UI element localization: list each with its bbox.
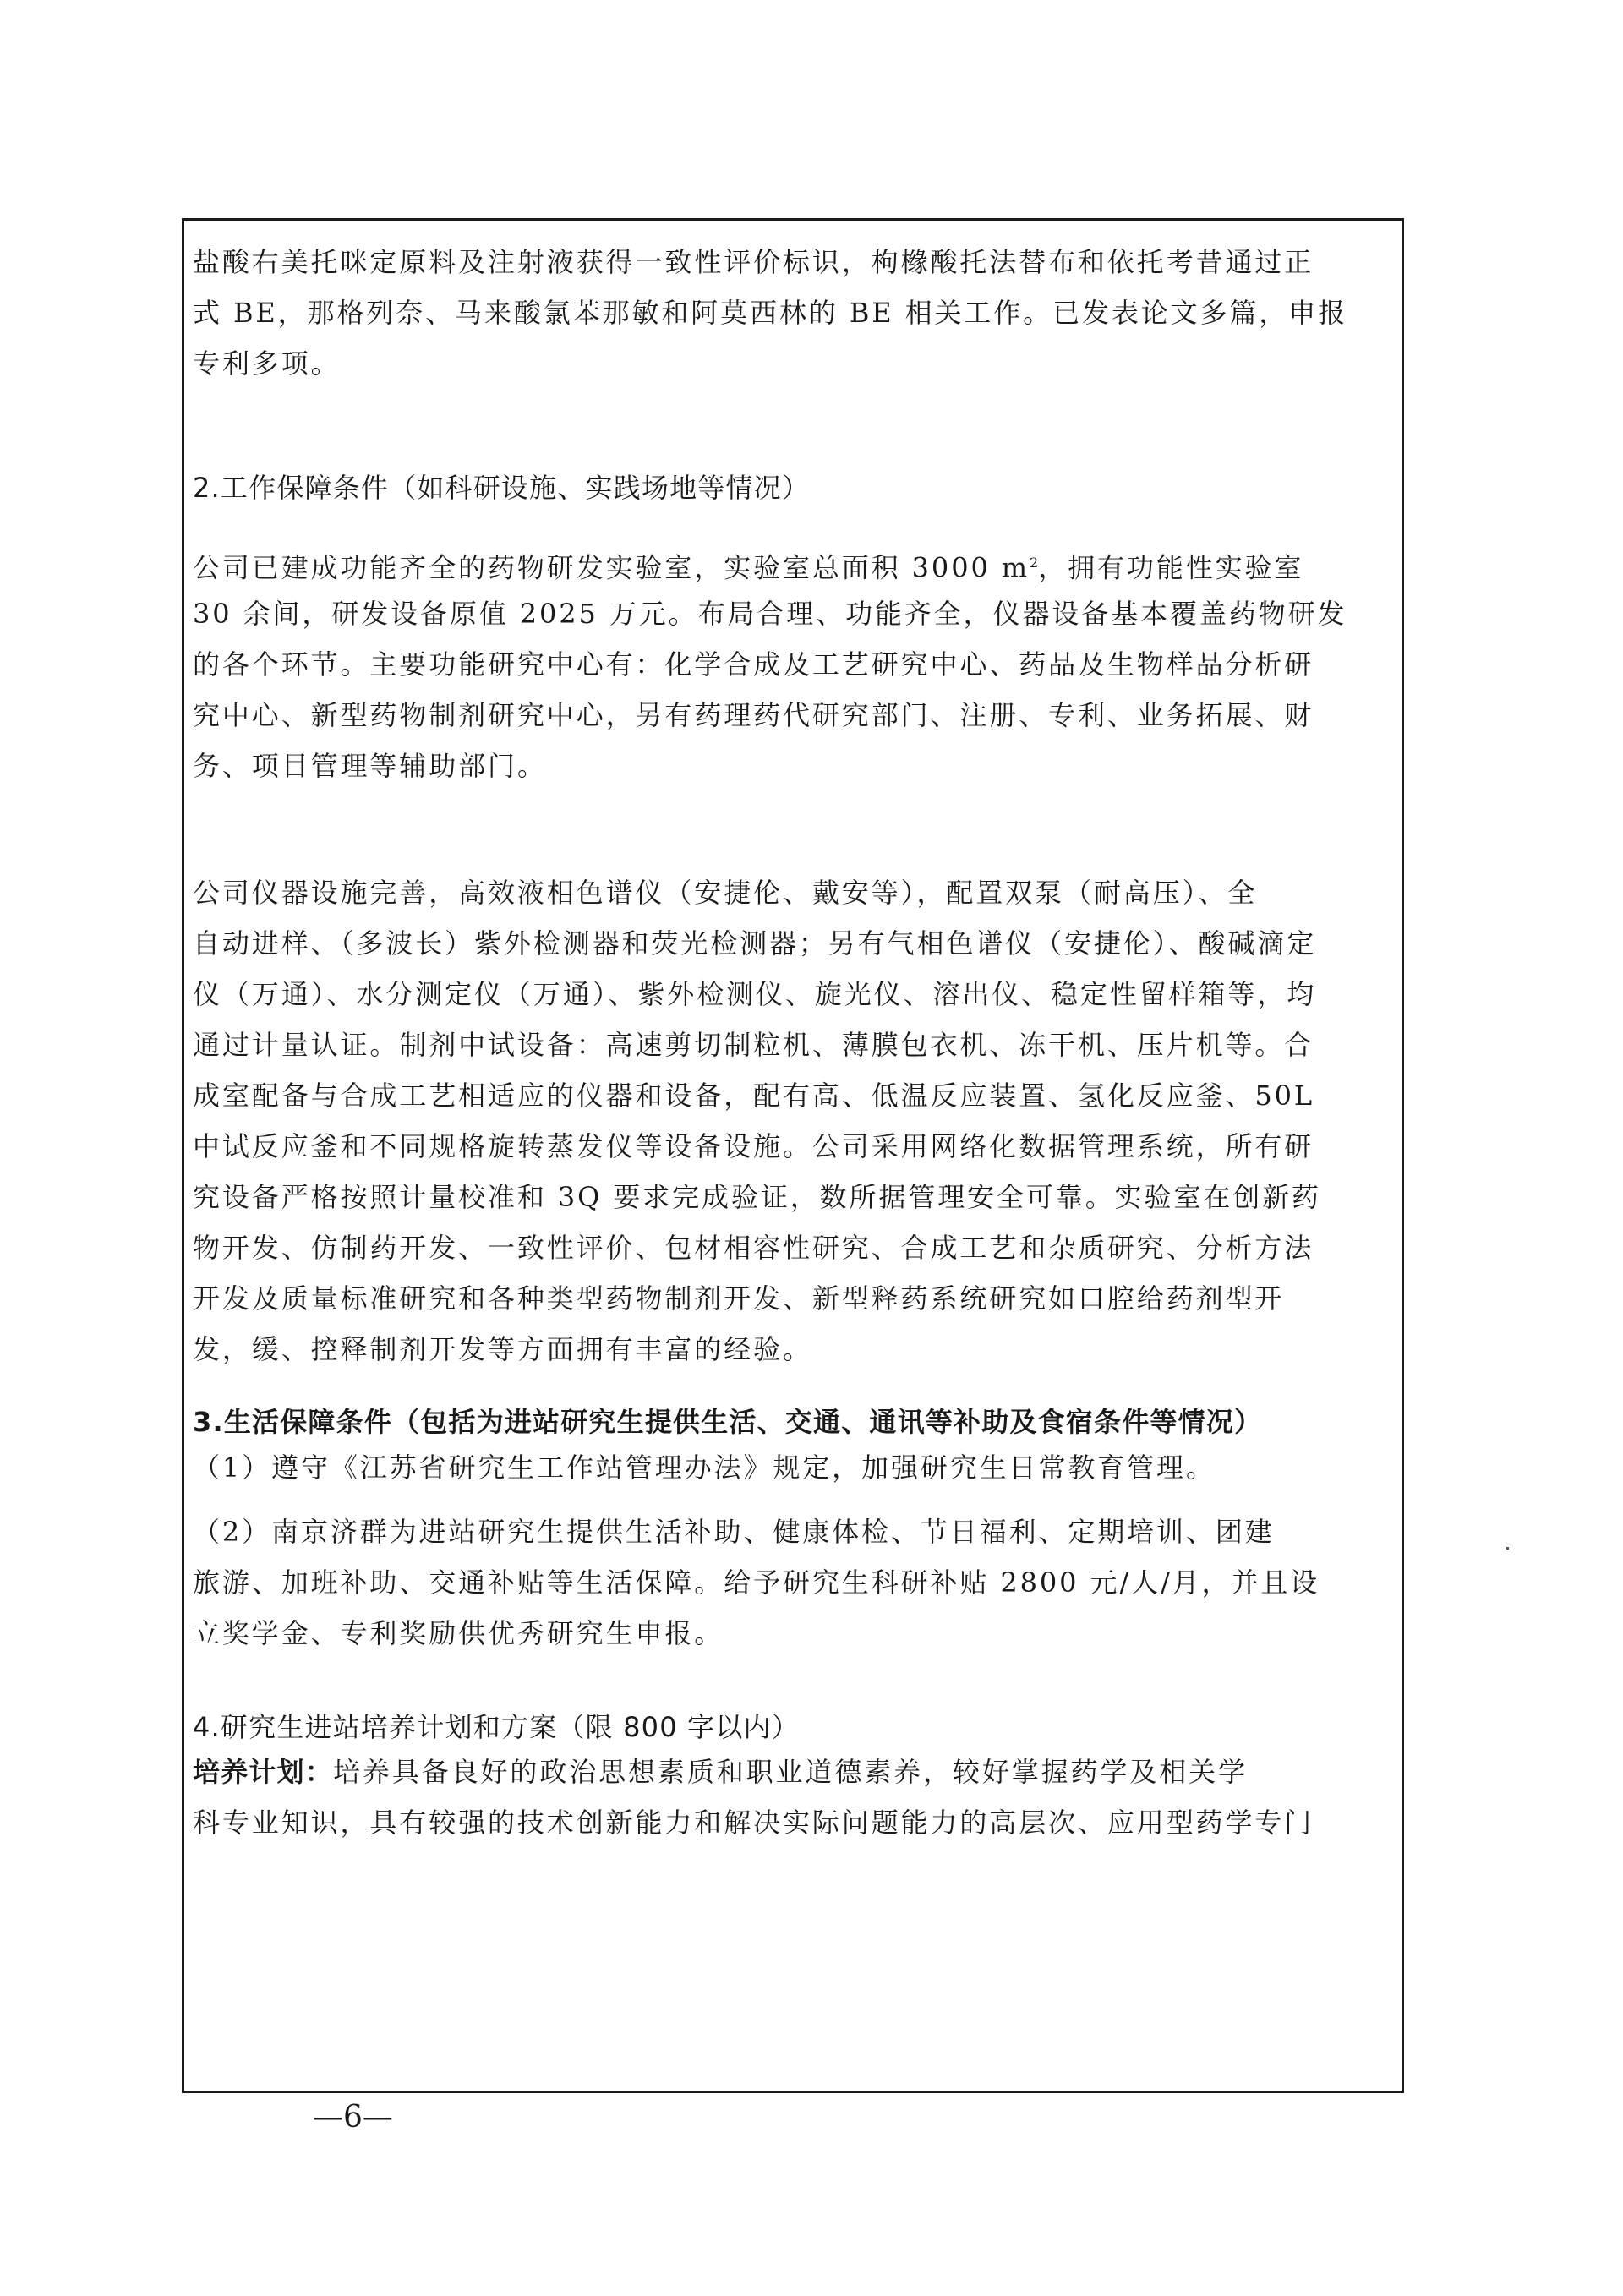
section-2-paragraph-line: 物开发、仿制药开发、一致性评价、包材相容性研究、合成工艺和杂质研究、分析方法 [193,1232,1314,1264]
section-2-paragraph-line: 30 余间，研发设备原值 2025 万元。布局合理、功能齐全，仪器设备基本覆盖药物研发 [193,598,1347,630]
section-4-plan-line: 科专业知识，具有较强的技术创新能力和解决实际问题能力的高层次、应用型药学专门 [193,1807,1314,1839]
page-number: —6— [313,2100,393,2135]
section-4-heading: 4.研究生进站培养计划和方案（限 800 字以内） [193,1711,800,1743]
section-2-paragraph-line: 公司仪器设施完善，高效液相色谱仪（安捷伦、戴安等），配置双泵（耐高压）、全 [193,877,1258,909]
section-2-paragraph-line: 的各个环节。主要功能研究中心有：化学合成及工艺研究中心、药品及生物样品分析研 [193,648,1314,681]
intro-line: 盐酸右美托咪定原料及注射液获得一致性评价标识，枸橼酸托法替布和依托考昔通过正 [193,246,1314,278]
section-2-heading: 2.工作保障条件（如科研设施、实践场地等情况） [193,472,811,504]
section-3-item: （1）遵守《江苏省研究生工作站管理办法》规定，加强研究生日常教育管理。 [193,1451,1216,1484]
section-2-paragraph-line: 务、项目管理等辅助部门。 [193,750,547,782]
section-2-paragraph-line: 自动进样、（多波长）紫外检测器和荧光检测器；另有气相色谱仪（安捷伦）、酸碱滴定 [193,927,1317,959]
superscript: 2 [1030,555,1039,571]
section-2-paragraph-line: 究中心、新型药物制剂研究中心，另有药理药代研究部门、注册、专利、业务拓展、财 [193,699,1314,731]
section-3-item: 立奖学金、专利奖励供优秀研究生申报。 [193,1617,724,1649]
section-2-paragraph-line: 发，缓、控释制剂开发等方面拥有丰富的经验。 [193,1333,812,1365]
intro-line: 专利多项。 [193,347,341,380]
section-2-paragraph-line: 开发及质量标准研究和各种类型药物制剂开发、新型释药系统研究如口腔给药剂型开 [193,1282,1285,1315]
section-2-paragraph-line: 仪（万通）、水分测定仪（万通）、紫外检测仪、旋光仪、溶出仪、稳定性留样箱等，均 [193,978,1317,1010]
section-2-paragraph-line: 究设备严格按照计量校准和 3Q 要求完成验证，数所据管理安全可靠。实验室在创新药 [193,1181,1321,1213]
section-3-heading: 3.生活保障条件（包括为进站研究生提供生活、交通、通讯等补助及食宿条件等情况） [193,1406,1263,1438]
section-3-item: 旅游、加班补助、交通补贴等生活保障。给予研究生科研补贴 2800 元/人/月，并且设 [193,1566,1320,1599]
section-2-paragraph-line: 中试反应釜和不同规格旋转蒸发仪等设备设施。公司采用网络化数据管理系统，所有研 [193,1130,1314,1162]
paragraph-text: ，拥有功能性实验室 [1038,551,1304,584]
intro-line: 式 BE，那格列奈、马来酸氯苯那敏和阿莫西林的 BE 相关工作。已发表论文多篇，申报 [193,297,1348,329]
plan-text: 培养具备良好的政治思想素质和职业道德素养，较好掌握药学及相关学 [333,1756,1248,1788]
section-4-plan-line [193,1755,1248,1789]
plan-label: 培养计划： [193,1756,334,1788]
paragraph-text: 公司已建成功能齐全的药物研发实验室，实验室总面积 3000 m [193,551,1030,584]
section-2-paragraph-line: 通过计量认证。制剂中试设备：高速剪切制粒机、薄膜包衣机、冻干机、压片机等。合 [193,1029,1314,1061]
section-3-item: （2）南京济群为进站研究生提供生活补助、健康体检、节日福利、定期培训、团建 [193,1516,1275,1548]
section-2-paragraph-line [193,546,1303,585]
section-2-paragraph-line: 成室配备与合成工艺相适应的仪器和设备，配有高、低温反应装置、氢化反应釜、50L [193,1080,1315,1112]
scan-speck [1506,1547,1509,1550]
